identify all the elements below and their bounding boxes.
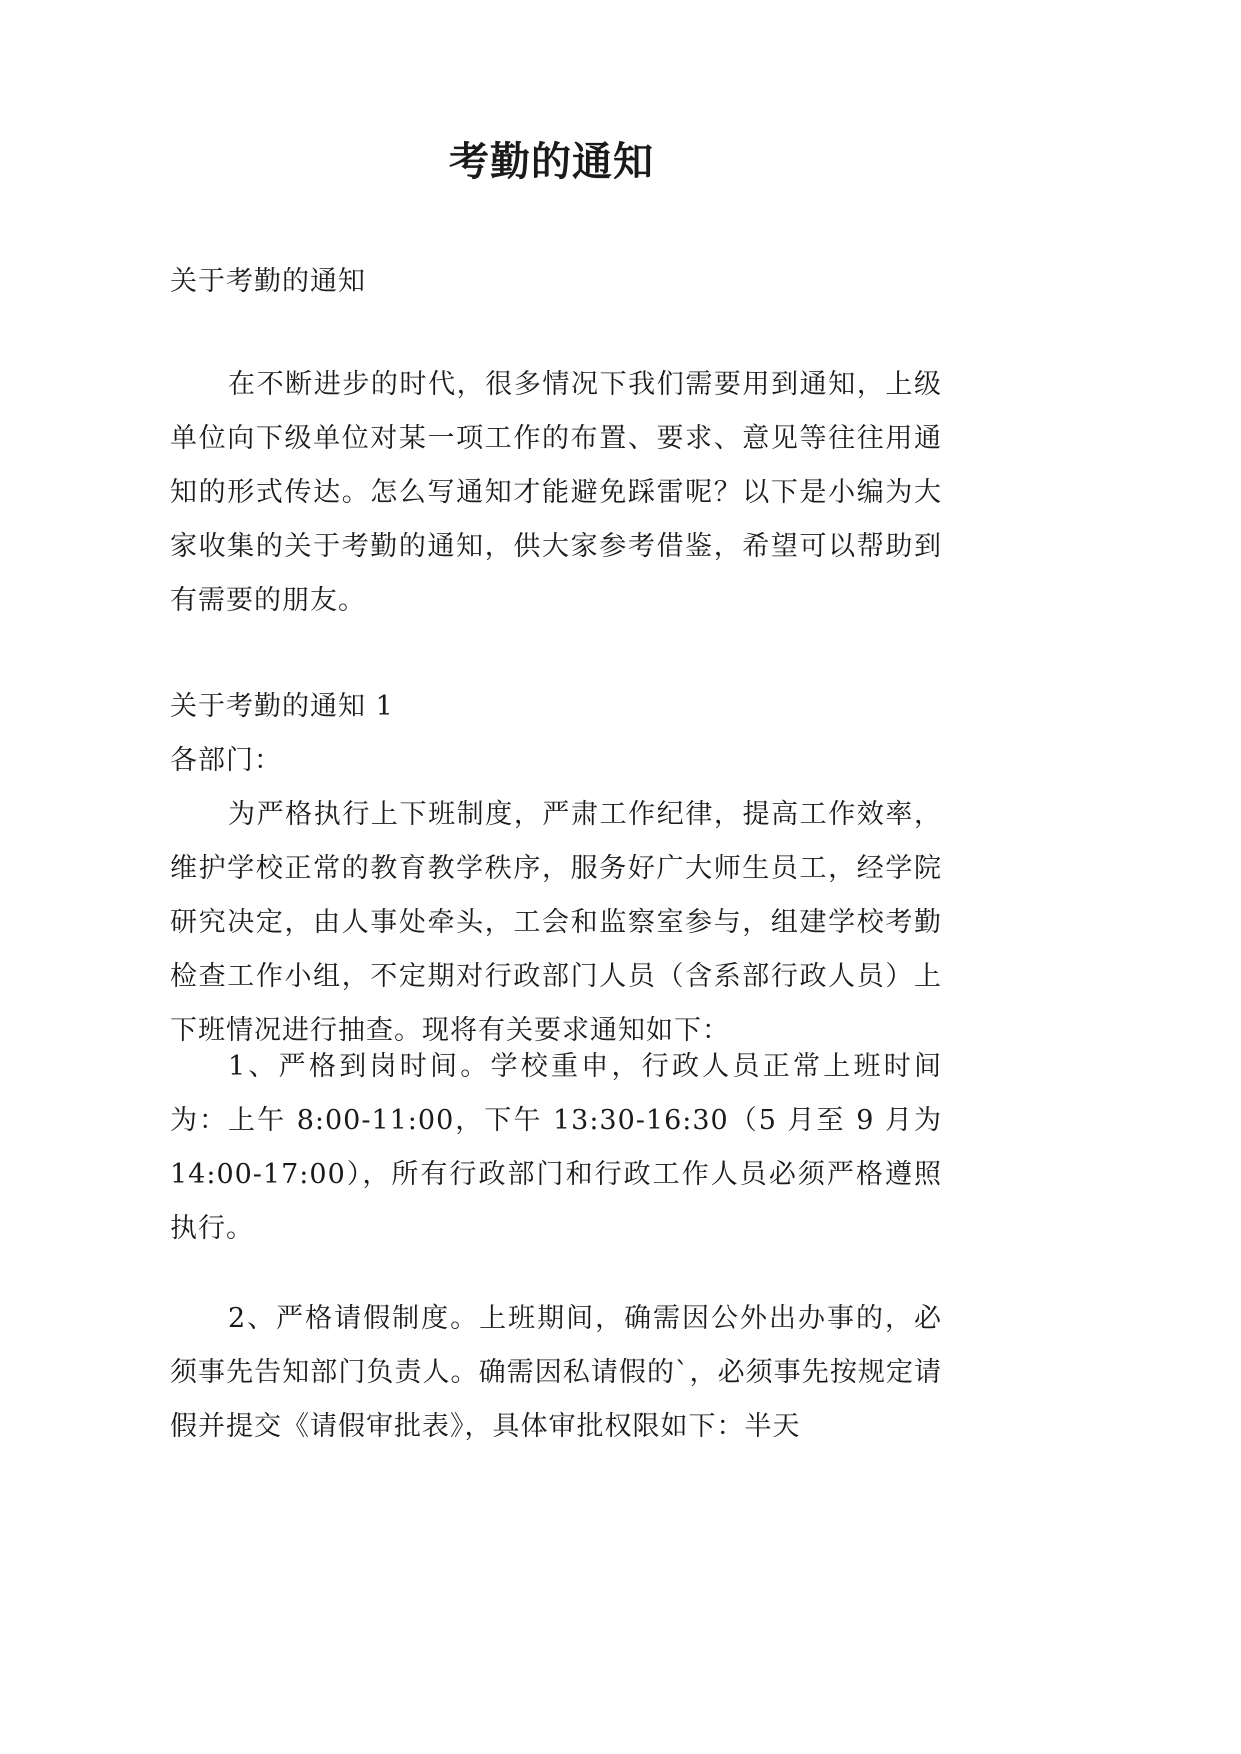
numbered-item-2: 2、严格请假制度。上班期间，确需因公外出办事的，必须事先告知部门负责人。确需因私请假的`，必须事先按规定请假并提交《请假审批表》，具体审批权限如下：半天 [170, 1303, 942, 1442]
section-heading: 关于考勤的通知 1 [170, 691, 394, 722]
salutation: 各部门： [170, 745, 282, 776]
document-title: 考勤的通知 [449, 139, 654, 185]
body-paragraph: 为严格执行上下班制度，严肃工作纪律，提高工作效率，维护学校正常的教育教学秩序，服务好广大师生员工，经学院研究决定，由人事处牵头，工会和监察室参与，组建学校考勤检查工作小组，不定期对行政部门人员（含系部行政人员）上下班情况进行抽查。现将有关要求通知如下： [170, 799, 942, 1046]
document-subtitle: 关于考勤的通知 [170, 266, 366, 297]
intro-paragraph: 在不断进步的时代，很多情况下我们需要用到通知，上级单位向下级单位对某一项工作的布置、要求、意见等往往用通知的形式传达。怎么写通知才能避免踩雷呢？以下是小编为大家收集的关于考勤的通知，供大家参考借鉴，希望可以帮助到有需要的朋友。 [170, 369, 942, 616]
numbered-item-1: 1、严格到岗时间。学校重申，行政人员正常上班时间为：上午 8:00-11:00，下午 13:30-16:30（5 月至 9 月为 14:00-17:00），所有行政部门和行政工作人员必须严格遵照执行。 [170, 1051, 942, 1244]
